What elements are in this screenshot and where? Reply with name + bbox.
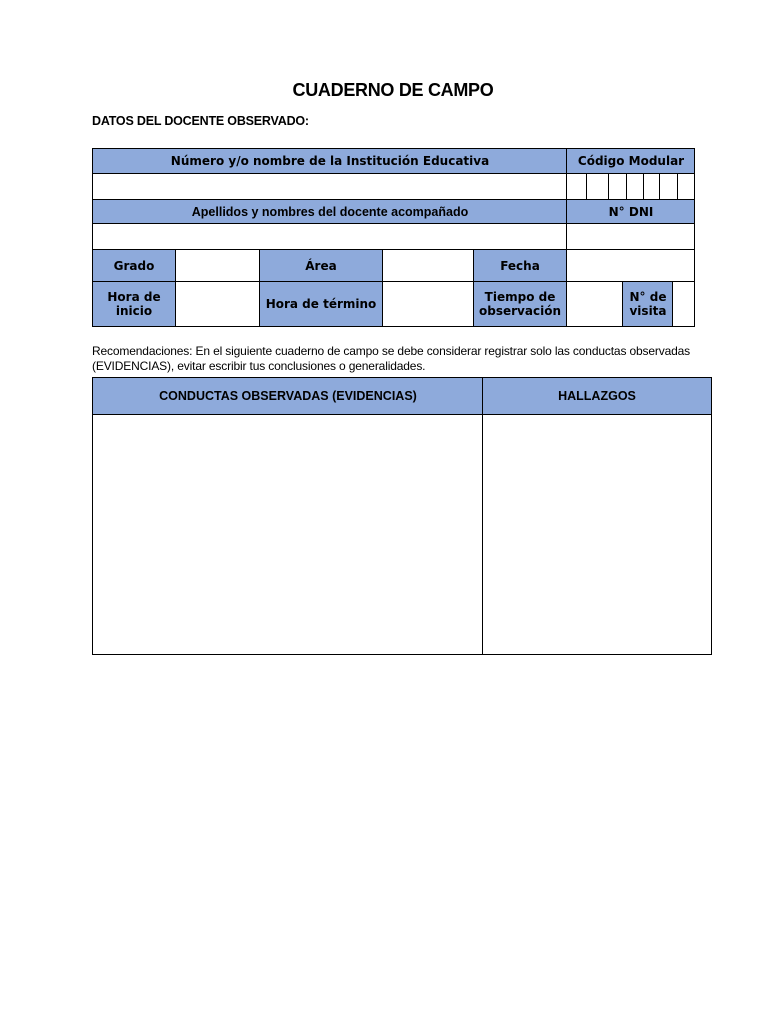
hora-inicio-field[interactable] <box>175 282 259 326</box>
dni-header: N° DNI <box>567 200 695 224</box>
hallazgos-field[interactable] <box>483 414 711 654</box>
code-box-divider <box>643 173 644 200</box>
hora-inicio-label: Hora de inicio <box>93 282 175 326</box>
area-field[interactable] <box>383 250 473 282</box>
code-box-divider <box>626 173 627 200</box>
code-box-divider <box>677 173 678 200</box>
teacher-header: Apellidos y nombres del docente acompañado <box>93 200 567 224</box>
conductas-field[interactable] <box>93 414 483 654</box>
recommendation-text: Recomendaciones: En el siguiente cuaderno de campo se debe considerar registrar solo las conductas observadas (EVIDENCIAS), evitar escribir tus conclusiones o generalidades. <box>92 344 691 373</box>
institution-field[interactable] <box>93 173 567 200</box>
area-label: Área <box>259 250 383 282</box>
dni-field[interactable] <box>567 224 695 250</box>
document-title: CUADERNO DE CAMPO <box>292 80 494 100</box>
numero-visita-label: N° de visita <box>623 282 673 326</box>
hallazgos-header: HALLAZGOS <box>483 378 711 414</box>
grado-field[interactable] <box>175 250 259 282</box>
fecha-label: Fecha <box>473 250 567 282</box>
code-header: Código Modular <box>567 149 695 173</box>
conductas-header: CONDUCTAS OBSERVADAS (EVIDENCIAS) <box>93 378 483 414</box>
tiempo-observacion-field[interactable] <box>567 282 623 326</box>
code-box-divider <box>659 173 660 200</box>
fecha-field[interactable] <box>567 250 695 282</box>
tiempo-observacion-label: Tiempo de observación <box>473 282 567 326</box>
institution-header: Número y/o nombre de la Institución Educativa <box>93 149 567 173</box>
hora-termino-field[interactable] <box>383 282 473 326</box>
code-box-divider <box>586 173 587 200</box>
section-label: DATOS DEL DOCENTE OBSERVADO: <box>92 114 309 128</box>
hora-termino-label: Hora de término <box>259 282 383 326</box>
code-box-divider <box>608 173 609 200</box>
teacher-name-field[interactable] <box>93 224 567 250</box>
numero-visita-field[interactable] <box>673 282 695 326</box>
grado-label: Grado <box>93 250 175 282</box>
